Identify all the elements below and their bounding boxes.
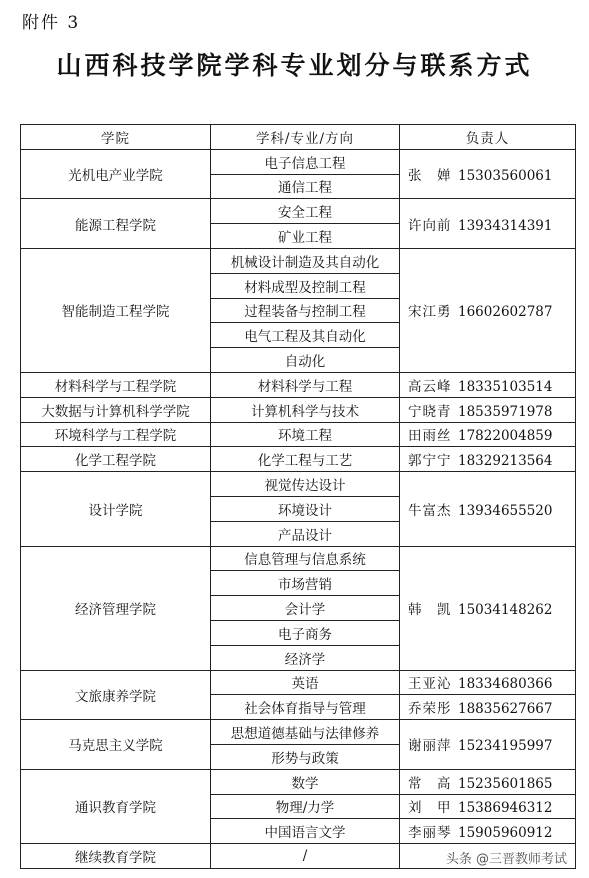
major-cell: 电气工程及其自动化: [211, 323, 400, 348]
major-cell: 自动化: [211, 348, 400, 373]
major-cell: 机械设计制造及其自动化: [211, 248, 400, 273]
contact-cell: [400, 546, 576, 670]
college-cell: 文旅康养学院: [21, 670, 211, 720]
table-row: [21, 149, 576, 174]
contact-phone: 13934314391: [458, 217, 553, 234]
contact-phone: 18334680366: [458, 676, 553, 693]
major-cell: 会计学: [211, 596, 400, 621]
table-row: [21, 397, 576, 422]
contact-name: 牛富杰: [408, 502, 452, 519]
major-cell: 安全工程: [211, 199, 400, 224]
table-row: [21, 546, 576, 571]
major-cell: 社会体育指导与管理: [211, 695, 400, 720]
contact-cell: [400, 769, 576, 794]
major-cell: 市场营销: [211, 571, 400, 596]
contact-phone: 18335103514: [458, 378, 553, 395]
major-cell: 过程装备与控制工程: [211, 298, 400, 323]
contact-cell: [400, 447, 576, 472]
major-cell: 数学: [211, 769, 400, 794]
watermark: 头条 @三晋教师考试: [442, 847, 571, 868]
major-cell: 电子信息工程: [211, 149, 400, 174]
contact-phone: 15386946312: [458, 800, 553, 817]
major-cell: 矿业工程: [211, 224, 400, 249]
contact-cell: [400, 720, 576, 770]
table-row: [21, 422, 576, 447]
contact-name: 田雨丝: [408, 428, 452, 445]
major-cell: 形势与政策: [211, 744, 400, 769]
contact-name: 宋江勇: [408, 304, 452, 321]
major-cell: 材料科学与工程: [211, 372, 400, 397]
table-row: [21, 199, 576, 224]
contact-phone: 13934655520: [458, 502, 553, 519]
college-cell: 经济管理学院: [21, 546, 211, 670]
major-cell: 中国语言文学: [211, 819, 400, 844]
contact-phone: 15034148262: [458, 602, 553, 619]
contact-name: 刘 甲: [408, 800, 452, 817]
contact-phone: 15905960912: [458, 825, 553, 842]
table-row: [21, 670, 576, 695]
contact-name: 韩 凯: [408, 602, 452, 619]
contact-name: 高云峰: [408, 378, 452, 395]
contact-name: 李丽琴: [408, 825, 452, 842]
contact-phone: 18835627667: [458, 701, 553, 718]
contact-name: 谢丽萍: [408, 738, 452, 755]
major-cell: 电子商务: [211, 620, 400, 645]
college-cell: 能源工程学院: [21, 199, 211, 249]
college-cell: 设计学院: [21, 472, 211, 546]
college-cell: 光机电产业学院: [21, 149, 211, 199]
major-cell: 经济学: [211, 645, 400, 670]
major-cell: /: [211, 844, 400, 869]
college-cell: 大数据与计算机科学学院: [21, 397, 211, 422]
major-cell: 视觉传达设计: [211, 472, 400, 497]
contact-phone: 16602602787: [458, 304, 553, 321]
major-cell: 计算机科学与技术: [211, 397, 400, 422]
contact-cell: [400, 248, 576, 372]
table-header-row: [21, 125, 576, 150]
table-row: [21, 372, 576, 397]
major-cell: 化学工程与工艺: [211, 447, 400, 472]
major-cell: 英语: [211, 670, 400, 695]
contact-cell: [400, 149, 576, 199]
contact-cell: [400, 372, 576, 397]
header-college: 学院: [21, 125, 211, 150]
contact-cell: [400, 794, 576, 819]
major-cell: 信息管理与信息系统: [211, 546, 400, 571]
table-row: [21, 248, 576, 273]
table-row: [21, 769, 576, 794]
contact-name: 常 高: [408, 775, 452, 792]
contact-name: 宁晓青: [408, 403, 452, 420]
header-contact: 负责人: [400, 125, 576, 150]
header-major: 学科/专业/方向: [211, 125, 400, 150]
contact-cell: [400, 695, 576, 720]
major-cell: 思想道德基础与法律修养: [211, 720, 400, 745]
college-cell: 马克思主义学院: [21, 720, 211, 770]
contact-phone: 18535971978: [458, 403, 553, 420]
contact-phone: 17822004859: [458, 428, 553, 445]
contact-name: 乔荣彤: [408, 701, 452, 718]
table-row: [21, 472, 576, 497]
major-cell: 材料成型及控制工程: [211, 273, 400, 298]
contact-cell: [400, 819, 576, 844]
major-cell: 通信工程: [211, 174, 400, 199]
contact-cell: [400, 422, 576, 447]
contact-cell: [400, 472, 576, 546]
page-title: 山西科技学院学科专业划分与联系方式: [56, 51, 533, 80]
major-cell: 环境工程: [211, 422, 400, 447]
major-cell: 环境设计: [211, 496, 400, 521]
college-cell: 化学工程学院: [21, 447, 211, 472]
major-cell: 产品设计: [211, 521, 400, 546]
table-body: [21, 149, 576, 868]
college-cell: 材料科学与工程学院: [21, 372, 211, 397]
contact-name: 张 婵: [408, 168, 452, 185]
college-cell: 继续教育学院: [21, 844, 211, 869]
contact-name: 王亚沁: [408, 676, 452, 693]
table-row: [21, 720, 576, 745]
contact-phone: 15303560061: [458, 168, 553, 185]
table-row: [21, 447, 576, 472]
contact-cell: [400, 670, 576, 695]
contact-cell: [400, 397, 576, 422]
contact-cell: [400, 199, 576, 249]
major-cell: 物理/力学: [211, 794, 400, 819]
contact-phone: 15234195997: [458, 738, 553, 755]
college-cell: 环境科学与工程学院: [21, 422, 211, 447]
contact-name: 郭宁宁: [408, 453, 452, 470]
college-cell: 智能制造工程学院: [21, 248, 211, 372]
college-cell: 通识教育学院: [21, 769, 211, 843]
contact-name: 许向前: [408, 217, 452, 234]
college-table: [20, 124, 576, 869]
contact-phone: 18329213564: [458, 453, 553, 470]
contact-phone: 15235601865: [458, 775, 553, 792]
attachment-label: 附件 3: [22, 13, 81, 33]
